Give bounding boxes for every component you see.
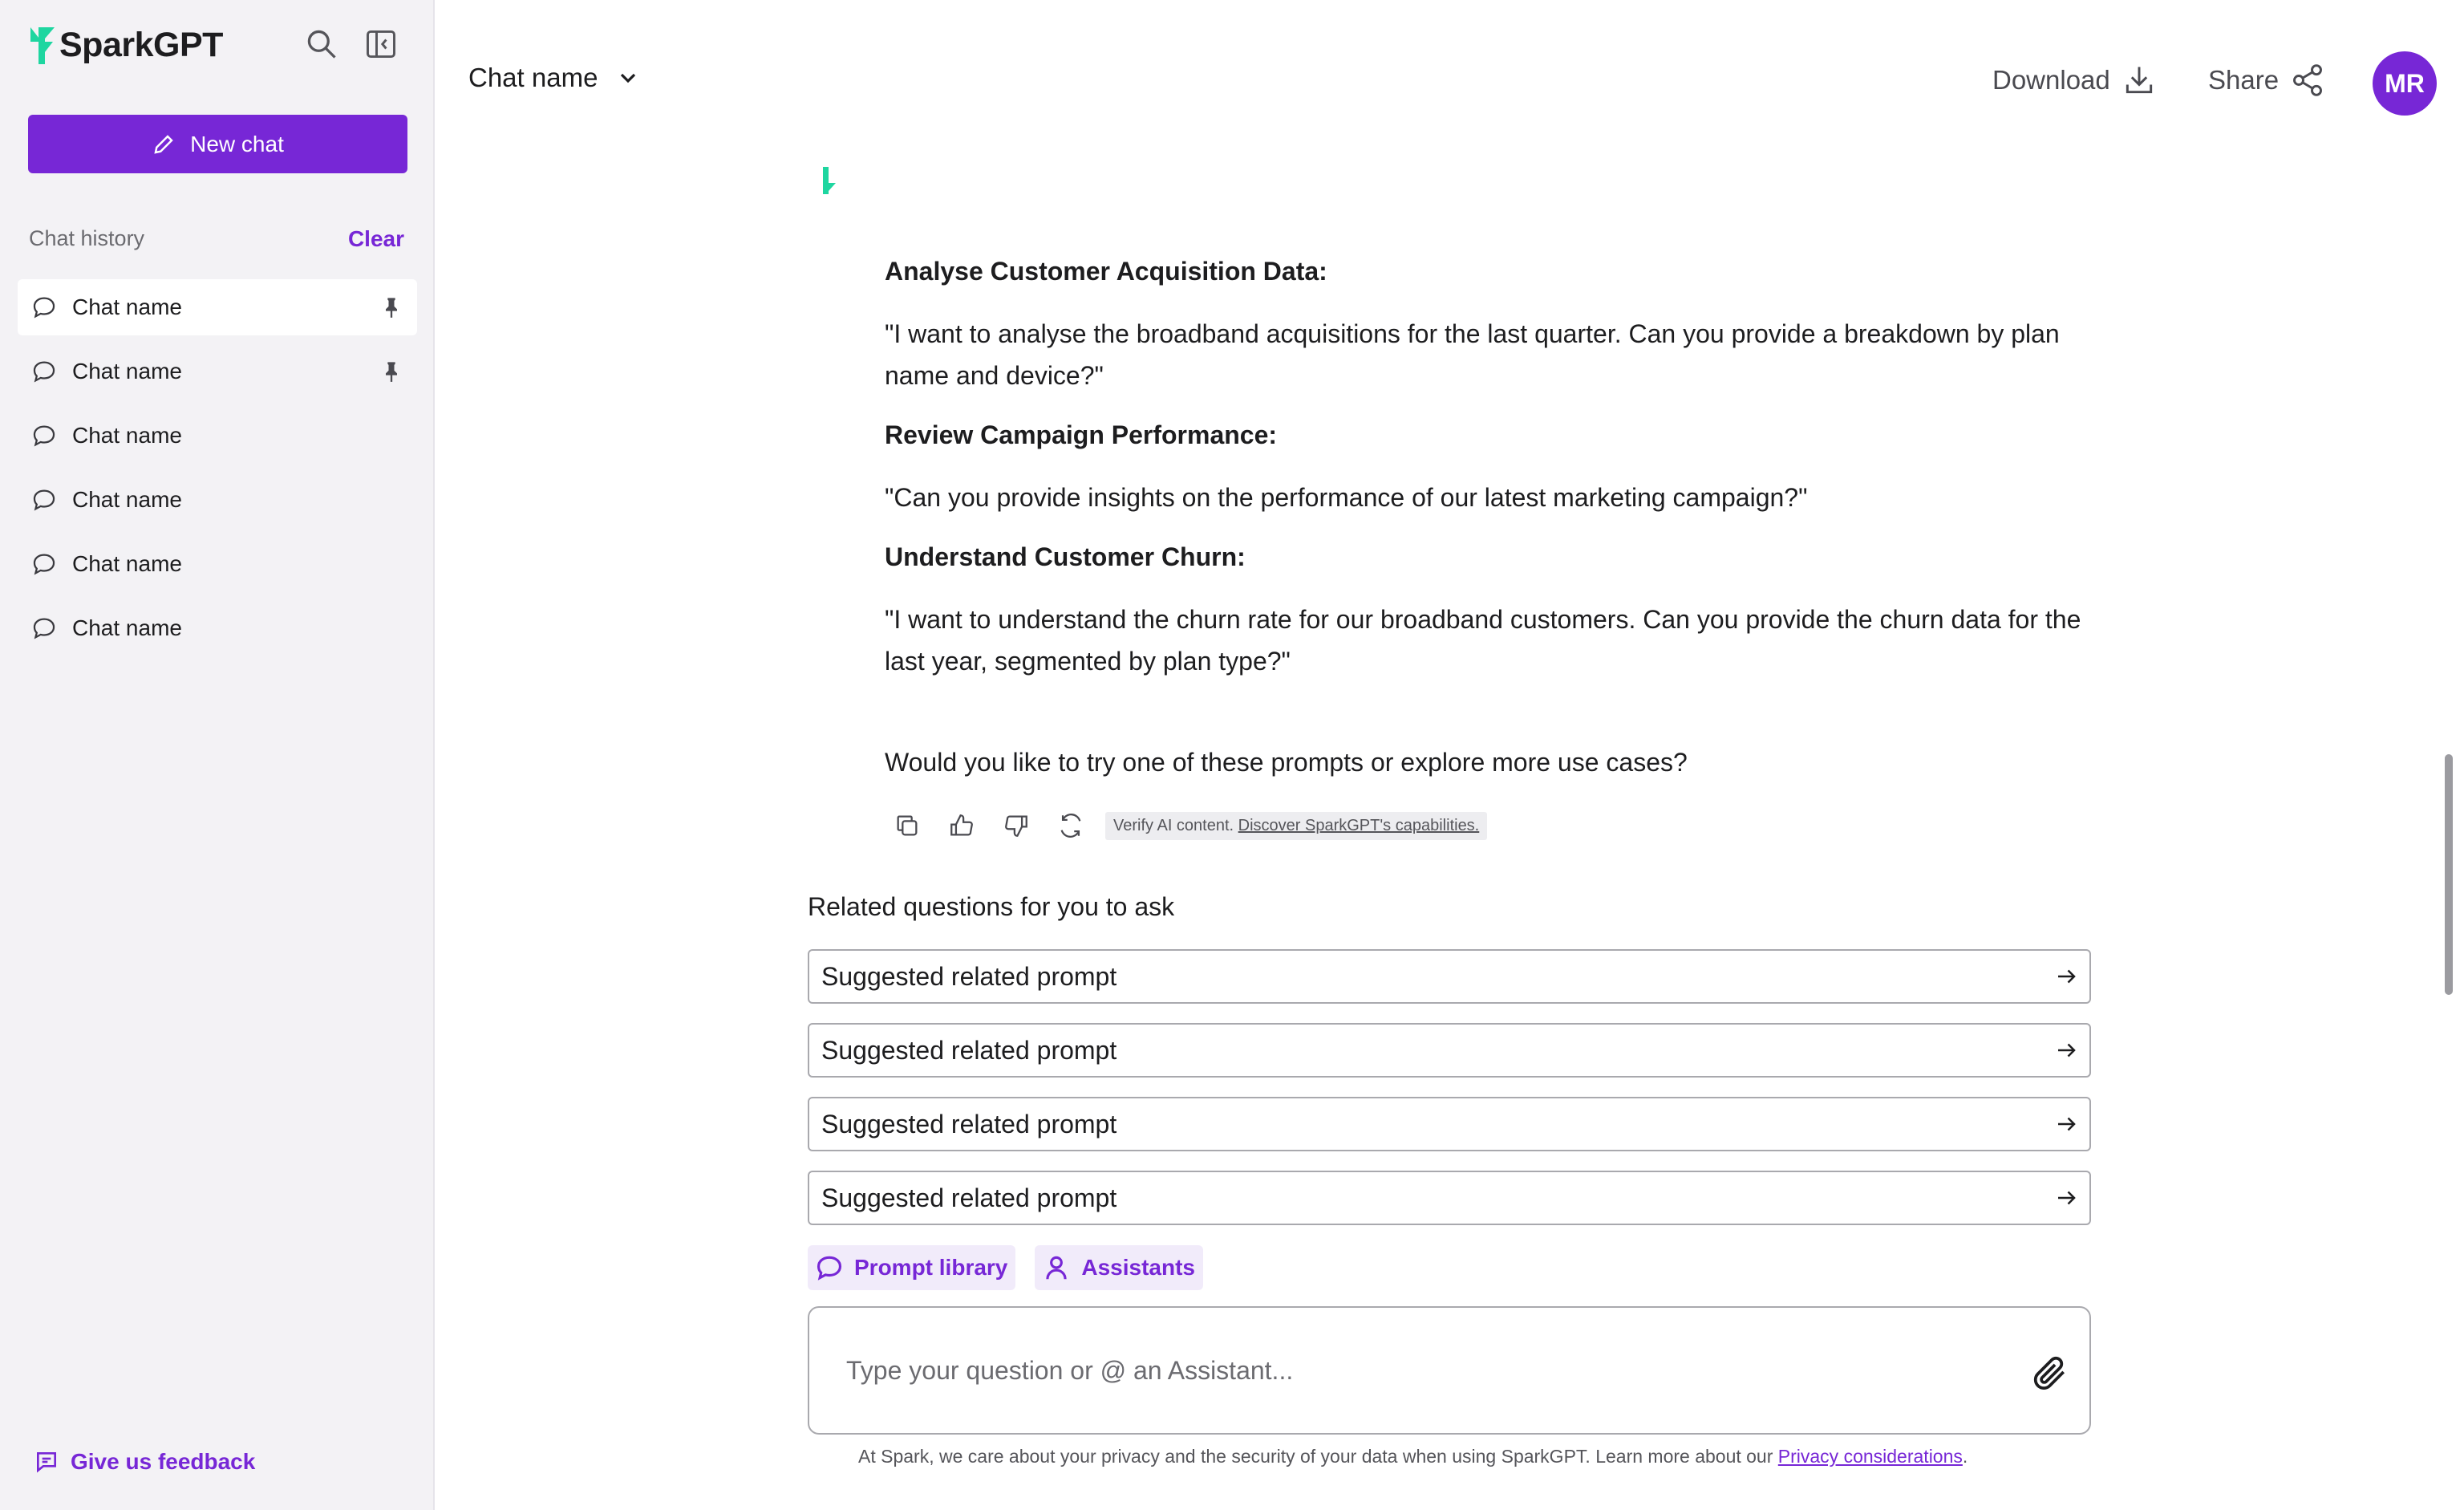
app-name: SparkGPT xyxy=(59,25,223,64)
arrow-right-icon xyxy=(2054,964,2078,988)
chat-history-heading: Chat history xyxy=(29,226,145,250)
message-heading: Review Campaign Performance: xyxy=(885,420,1278,449)
chat-history-item[interactable] xyxy=(18,408,417,464)
chat-history-item[interactable] xyxy=(18,472,417,528)
prompt-library-button[interactable] xyxy=(808,1245,1015,1290)
related-prompt-label: Suggested related prompt xyxy=(821,1183,1117,1212)
collapse-sidebar-button[interactable] xyxy=(361,24,401,64)
chat-history-item[interactable] xyxy=(18,279,417,335)
message-heading: Analyse Customer Acquisition Data: xyxy=(885,257,1327,286)
message-heading: Understand Customer Churn: xyxy=(885,542,1246,571)
top-bar xyxy=(436,0,2464,165)
chat-history-label: Chat name xyxy=(72,551,182,576)
verify-notice xyxy=(1105,812,1487,840)
chat-history-list xyxy=(18,279,417,664)
chat-title: Chat name xyxy=(468,63,598,92)
thumbs-up-icon xyxy=(948,812,975,839)
shortcut-chips xyxy=(808,1245,1222,1290)
chat-history-label: Chat name xyxy=(72,615,182,640)
share-button[interactable] xyxy=(2208,63,2325,98)
related-prompt-label: Suggested related prompt xyxy=(821,961,1117,991)
download-icon xyxy=(2122,63,2157,98)
message-closing: Would you like to try one of these prompts or explore more use cases? xyxy=(885,748,1688,777)
search-icon xyxy=(304,26,339,62)
message-paragraph: "Can you provide insights on the performance of our latest marketing campaign?" xyxy=(885,483,1808,512)
chat-bubble-icon xyxy=(30,550,58,578)
related-prompt-label: Suggested related prompt xyxy=(821,1035,1117,1065)
chat-bubble-icon xyxy=(30,615,58,642)
feedback-icon xyxy=(34,1449,59,1475)
related-prompt-button[interactable] xyxy=(808,1097,2091,1151)
give-feedback-link[interactable] xyxy=(34,1449,255,1475)
paperclip-icon[interactable] xyxy=(2030,1353,2070,1393)
chat-history-item[interactable] xyxy=(18,536,417,592)
privacy-notice xyxy=(858,1446,1968,1467)
thumbs-down-icon xyxy=(1003,812,1030,839)
related-prompt-label: Suggested related prompt xyxy=(821,1109,1117,1139)
message-actions xyxy=(889,807,1487,844)
arrow-right-icon xyxy=(2054,1112,2078,1136)
chat-bubble-icon xyxy=(30,294,58,321)
pin-icon[interactable] xyxy=(380,359,403,384)
chat-title-dropdown[interactable] xyxy=(468,63,641,93)
arrow-right-icon xyxy=(2054,1038,2078,1062)
message-paragraph: "I want to understand the churn rate for our broadband customers. Can you provide the churn data for the last year, segmented by plan type?" xyxy=(885,605,2081,676)
regenerate-button[interactable] xyxy=(1052,807,1089,844)
message-input[interactable] xyxy=(846,1348,1969,1393)
chat-history-label: Chat name xyxy=(72,359,182,384)
copy-button[interactable] xyxy=(889,807,926,844)
scrollbar-thumb[interactable] xyxy=(2445,754,2453,995)
assistants-button[interactable] xyxy=(1035,1245,1203,1290)
user-avatar[interactable] xyxy=(2373,51,2437,116)
person-icon xyxy=(1041,1252,1072,1283)
chat-history-label: Chat name xyxy=(72,423,182,448)
pin-icon[interactable] xyxy=(380,295,403,319)
search-button[interactable] xyxy=(302,24,342,64)
assistants-label: Assistants xyxy=(1081,1255,1196,1280)
new-chat-label: New chat xyxy=(190,131,284,156)
arrow-right-icon xyxy=(2054,1186,2078,1210)
chat-history-label: Chat name xyxy=(72,294,182,319)
privacy-text: At Spark, we care about your privacy and the security of your data when using SparkGPT. Learn more about our xyxy=(858,1446,1773,1467)
avatar-initials: MR xyxy=(2385,68,2425,98)
message-paragraph: "I want to analyse the broadband acquisitions for the last quarter. Can you provide a breakdown by plan name and device?" xyxy=(885,319,2060,390)
feedback-label: Give us feedback xyxy=(71,1449,256,1474)
download-button[interactable] xyxy=(1992,63,2157,98)
download-label: Download xyxy=(1992,65,2110,95)
copy-icon xyxy=(894,812,921,839)
spark-logo-icon xyxy=(27,24,56,66)
chevron-down-icon xyxy=(615,65,641,91)
chat-bubble-icon xyxy=(814,1252,845,1283)
related-questions-list xyxy=(808,949,2091,1244)
share-icon xyxy=(2290,63,2325,98)
assistant-avatar-icon xyxy=(813,167,837,194)
app-logo[interactable] xyxy=(27,21,223,69)
related-questions-heading: Related questions for you to ask xyxy=(808,892,1175,921)
message-composer xyxy=(808,1306,2091,1435)
refresh-icon xyxy=(1057,812,1084,839)
privacy-end: . xyxy=(1962,1446,1968,1467)
sidebar-toggle-icon xyxy=(363,26,399,62)
chat-bubble-icon xyxy=(30,486,58,513)
privacy-link[interactable]: Privacy considerations xyxy=(1777,1446,1963,1467)
chat-history-item[interactable] xyxy=(18,343,417,400)
new-chat-button[interactable] xyxy=(28,115,407,173)
thumbs-up-button[interactable] xyxy=(943,807,980,844)
related-prompt-button[interactable] xyxy=(808,1171,2091,1225)
chat-bubble-icon xyxy=(30,358,58,385)
thumbs-down-button[interactable] xyxy=(998,807,1035,844)
chat-history-label: Chat name xyxy=(72,487,182,512)
clear-history-button[interactable]: Clear xyxy=(347,226,404,251)
related-prompt-button[interactable] xyxy=(808,1023,2091,1078)
chat-history-item[interactable] xyxy=(18,600,417,656)
share-label: Share xyxy=(2208,65,2280,95)
sidebar xyxy=(0,0,435,1510)
pencil-icon xyxy=(152,132,176,156)
verify-text: Verify AI content. xyxy=(1113,816,1234,834)
chat-bubble-icon xyxy=(30,422,58,449)
capabilities-link[interactable]: Discover SparkGPT's capabilities. xyxy=(1238,816,1480,834)
related-prompt-button[interactable] xyxy=(808,949,2091,1004)
prompt-library-label: Prompt library xyxy=(854,1255,1008,1280)
